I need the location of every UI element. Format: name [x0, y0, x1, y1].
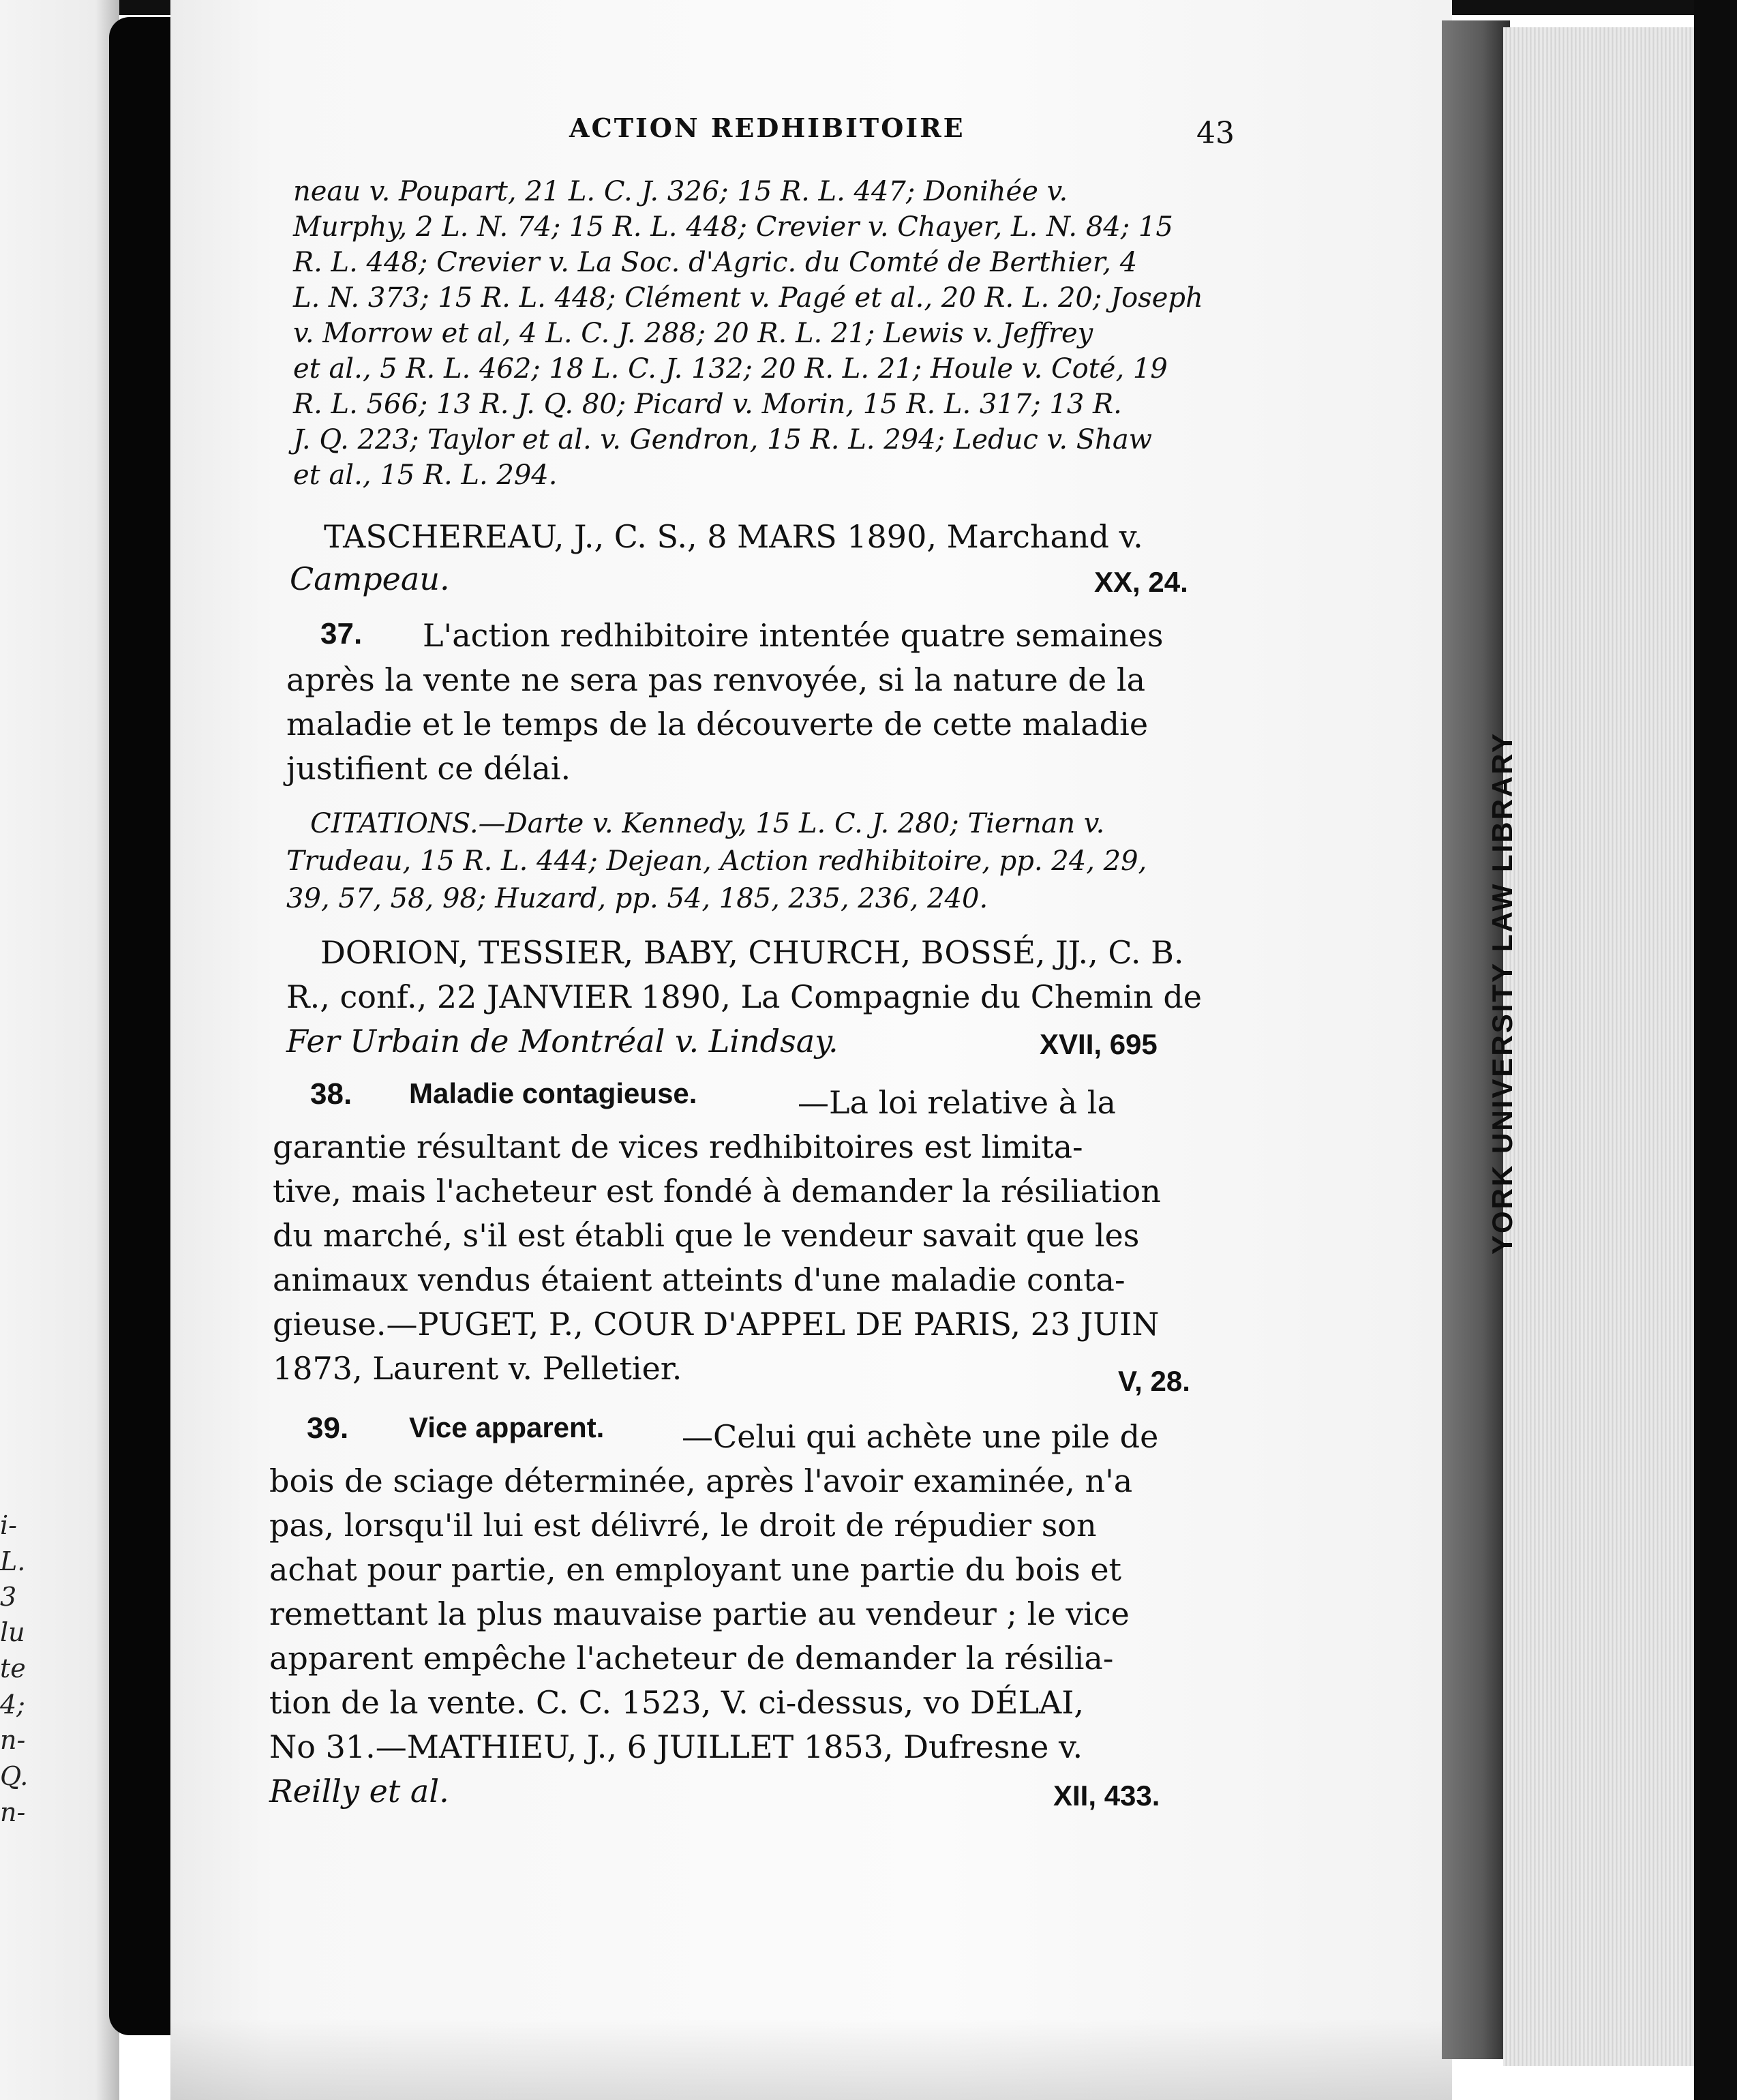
left-page-fragment: lu: [0, 1617, 25, 1647]
citation-line: 39, 57, 58, 98; Huzard, pp. 54, 185, 235, 236, 240.: [286, 883, 988, 914]
body-line: L'action redhibitoire intentée quatre semaines: [423, 617, 1164, 654]
left-page-fragment: n-: [0, 1797, 26, 1827]
left-page-fragment: L.: [0, 1546, 26, 1576]
body-line: justifient ce délai.: [286, 750, 571, 787]
citation-line: Murphy, 2 L. N. 74; 15 R. L. 448; Crevier v. Chayer, L. N. 84; 15: [293, 211, 1173, 243]
volume-reference: V, 28.: [1118, 1365, 1190, 1397]
body-line: animaux vendus étaient atteints d'une maladie conta-: [273, 1261, 1126, 1298]
page-number: 43: [1196, 116, 1235, 151]
left-page-fragment: te: [0, 1653, 26, 1683]
citation-line: neau v. Poupart, 21 L. C. J. 326; 15 R. L. 447; Donihée v.: [293, 176, 1068, 207]
book-gutter: [109, 17, 177, 2035]
body-line: tion de la vente. C. C. 1523, V. ci-dessus, vo DÉLAI,: [269, 1684, 1085, 1721]
library-stamp: YORK UNIVERSITY LAW LIBRARY: [1486, 731, 1518, 1255]
citation-line: R. L. 566; 13 R. J. Q. 80; Picard v. Morin, 15 R. L. 317; 13 R.: [293, 389, 1122, 420]
decision-line: TASCHEREAU, J., C. S., 8 MARS 1890, Marchand v.: [324, 518, 1143, 555]
body-line: —Celui qui achète une pile de: [682, 1418, 1159, 1455]
body-line: apparent empêche l'acheteur de demander la résilia-: [269, 1640, 1114, 1677]
left-page-fragment: n-: [0, 1725, 26, 1755]
body-line: bois de sciage déterminée, après l'avoir examinée, n'a: [269, 1462, 1133, 1499]
left-page-fragment: 4;: [0, 1690, 25, 1720]
volume-reference: XX, 24.: [1094, 566, 1188, 598]
body-line: du marché, s'il est établi que le vendeur savait que les: [273, 1217, 1140, 1254]
volume-reference: XVII, 695: [1040, 1028, 1158, 1060]
body-line: gieuse.—PUGET, P., COUR D'APPEL DE PARIS, 23 JUIN: [273, 1306, 1160, 1342]
decision-line: DORION, TESSIER, BABY, CHURCH, BOSSÉ, JJ., C. B.: [320, 934, 1184, 971]
left-page-fragment: 3: [0, 1582, 17, 1612]
body-line: garantie résultant de vices redhibitoires est limita-: [273, 1128, 1083, 1165]
citation-line: R. L. 448; Crevier v. La Soc. d'Agric. du Comté de Berthier, 4: [293, 247, 1138, 278]
volume-reference: XII, 433.: [1053, 1780, 1160, 1812]
left-page-fragment: i-: [0, 1510, 17, 1540]
body-line: remettant la plus mauvaise partie au vendeur ; le vice: [269, 1595, 1130, 1632]
citation-line: et al., 5 R. L. 462; 18 L. C. J. 132; 20 R. L. 21; Houle v. Coté, 19: [293, 353, 1168, 385]
body-line: Reilly et al.: [269, 1773, 449, 1810]
decision-line: R., conf., 22 JANVIER 1890, La Compagnie du Chemin de: [286, 978, 1203, 1015]
section-title: Maladie contagieuse.: [409, 1077, 697, 1109]
running-header: ACTION REDHIBITOIRE: [569, 112, 965, 143]
citation-line: v. Morrow et al, 4 L. C. J. 288; 20 R. L. 21; Lewis v. Jeffrey: [293, 318, 1093, 349]
page-shadow: [170, 2018, 1452, 2100]
scan-right-border: [1694, 0, 1737, 2100]
body-line: 1873, Laurent v. Pelletier.: [273, 1350, 682, 1387]
citation-line: Trudeau, 15 R. L. 444; Dejean, Action redhibitoire, pp. 24, 29,: [286, 845, 1147, 877]
decision-line: Fer Urbain de Montréal v. Lindsay.: [286, 1023, 839, 1060]
body-line: pas, lorsqu'il lui est délivré, le droit de répudier son: [269, 1507, 1097, 1544]
body-line: —La loi relative à la: [798, 1084, 1116, 1121]
left-page-fragment: Q.: [0, 1761, 29, 1791]
body-line: après la vente ne sera pas renvoyée, si la nature de la: [286, 661, 1145, 698]
body-line: No 31.—MATHIEU, J., 6 JUILLET 1853, Dufresne v.: [269, 1728, 1083, 1765]
section-number: 39.: [307, 1411, 349, 1445]
citation-line: J. Q. 223; Taylor et al. v. Gendron, 15 R. L. 294; Leduc v. Shaw: [293, 424, 1152, 455]
citation-line: et al., 15 R. L. 294.: [293, 460, 558, 491]
decision-line: Campeau.: [290, 560, 450, 597]
citation-line: L. N. 373; 15 R. L. 448; Clément v. Pagé et al., 20 R. L. 20; Joseph: [293, 282, 1203, 314]
section-number: 37.: [320, 617, 363, 650]
section-title: Vice apparent.: [409, 1411, 605, 1443]
section-number: 38.: [310, 1077, 352, 1111]
body-line: tive, mais l'acheteur est fondé à demander la résiliation: [273, 1173, 1161, 1210]
body-line: maladie et le temps de la découverte de cette maladie: [286, 706, 1149, 742]
citation-line: CITATIONS.—Darte v. Kennedy, 15 L. C. J. 280; Tiernan v.: [310, 808, 1105, 839]
body-line: achat pour partie, en employant une partie du bois et: [269, 1551, 1122, 1588]
